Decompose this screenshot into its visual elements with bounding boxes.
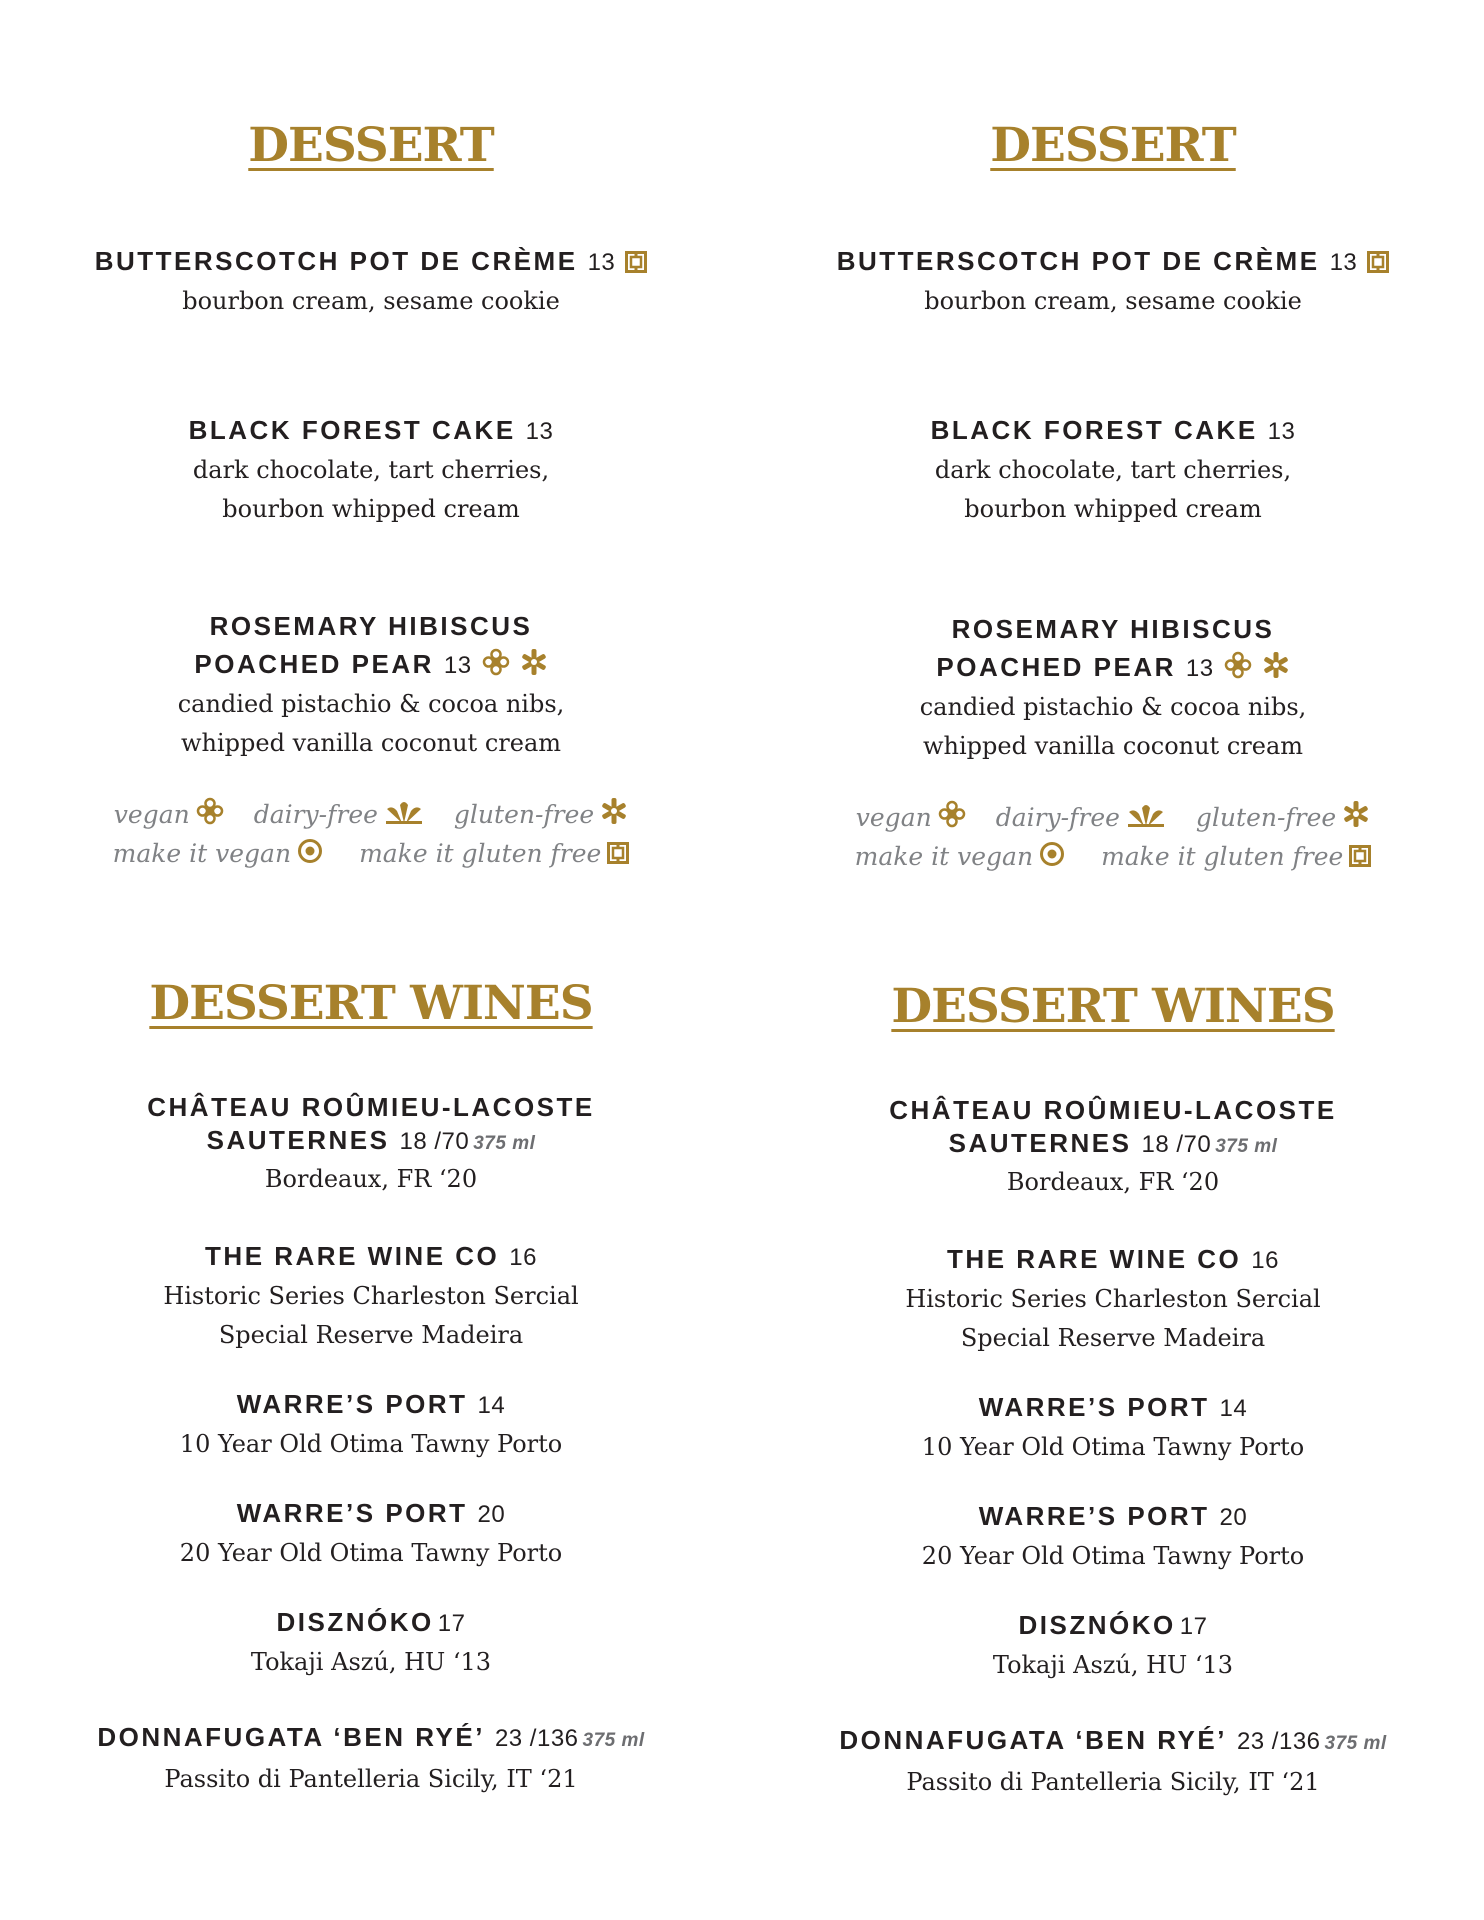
vegan-icon [196, 797, 224, 825]
wine-item-rare-wine-co [742, 1240, 1484, 1358]
vegan-icon [482, 648, 510, 676]
item-price: 14 [477, 1392, 506, 1419]
item-price: 23 /136 [494, 1725, 579, 1752]
legend-vegan-label: vegan [855, 803, 932, 832]
make-it-gluten-free-icon [607, 842, 629, 864]
item-description: whipped vanilla coconut cream [922, 732, 1304, 760]
dessert-heading: DESSERT [248, 118, 494, 173]
wine-item-rare-wine-co [0, 1237, 742, 1355]
item-price: 18 /70 [399, 1128, 470, 1155]
item-name: DONNAFUGATA ‘BEN RYÉ’ [839, 1725, 1227, 1755]
make-it-vegan-icon [297, 838, 323, 864]
wine-item-warres-port-10 [0, 1385, 742, 1464]
item-name: CHÂTEAU ROÛMIEU-LACOSTE [889, 1095, 1337, 1125]
item-description: 10 Year Old Otima Tawny Porto [921, 1433, 1305, 1461]
menu-item-poached-pear [0, 607, 742, 763]
menu-column-right [742, 0, 1484, 1920]
item-description: dark chocolate, tart cherries, [934, 456, 1292, 484]
wine-item-disznoko [742, 1606, 1484, 1685]
legend-gluten-free-label: gluten-free [453, 800, 595, 829]
wine-item-chateau-roumieu [742, 1094, 1484, 1202]
vegan-icon [938, 800, 966, 828]
legend-make-it-gluten-free-label: make it gluten free [359, 839, 602, 868]
vegan-icon [1224, 651, 1252, 679]
wine-item-disznoko [0, 1603, 742, 1682]
item-name: POACHED PEAR [194, 649, 434, 679]
dessert-heading-block [0, 118, 742, 173]
legend-gluten-free-label: gluten-free [1195, 803, 1337, 832]
item-price: 13 [587, 249, 616, 276]
item-description: 10 Year Old Otima Tawny Porto [179, 1430, 563, 1458]
wine-item-warres-port-10 [742, 1388, 1484, 1467]
item-description: candied pistachio & cocoa nibs, [919, 693, 1307, 721]
item-description: Historic Series Charleston Sercial [163, 1282, 579, 1310]
item-description: 20 Year Old Otima Tawny Porto [921, 1542, 1305, 1570]
item-name: BUTTERSCOTCH POT DE CRÈME [94, 246, 578, 276]
dessert-wines-heading-block [742, 979, 1484, 1034]
item-name: POACHED PEAR [936, 652, 1176, 682]
item-price: 16 [509, 1244, 537, 1271]
legend-make-it-vegan-label: make it vegan [854, 842, 1034, 871]
item-price: 17 [1179, 1613, 1208, 1640]
item-name: DONNAFUGATA ‘BEN RYÉ’ [97, 1722, 485, 1752]
item-volume: 375 ml [473, 1133, 536, 1154]
menu-item-butterscotch [742, 242, 1484, 321]
item-name: THE RARE WINE CO [205, 1241, 500, 1271]
dessert-wines-heading: DESSERT WINES [149, 976, 593, 1031]
item-description: bourbon whipped cream [222, 495, 520, 523]
item-description: bourbon whipped cream [964, 495, 1262, 523]
wine-item-donnafugata [0, 1718, 742, 1799]
item-description: Bordeaux, FR ‘20 [1006, 1168, 1220, 1196]
item-description: candied pistachio & cocoa nibs, [177, 690, 565, 718]
item-name: THE RARE WINE CO [947, 1244, 1242, 1274]
item-price: 20 [1219, 1504, 1248, 1531]
item-price: 23 /136 [1236, 1728, 1321, 1755]
item-name: BLACK FOREST CAKE [188, 415, 516, 445]
item-price: 13 [1329, 249, 1358, 276]
item-description: Special Reserve Madeira [960, 1324, 1266, 1352]
item-name: SAUTERNES [948, 1128, 1132, 1158]
item-price: 20 [477, 1501, 506, 1528]
item-price: 16 [1251, 1247, 1279, 1274]
wine-item-donnafugata [742, 1721, 1484, 1802]
item-description: Special Reserve Madeira [218, 1321, 524, 1349]
make-it-gluten-free-icon [1349, 845, 1371, 867]
item-name: DISZNÓKO [276, 1607, 434, 1637]
item-price: 18 /70 [1141, 1131, 1212, 1158]
dessert-heading: DESSERT [990, 118, 1236, 173]
dietary-legend [0, 795, 742, 873]
menu-item-black-forest-cake [742, 411, 1484, 529]
dessert-wines-heading-block [0, 976, 742, 1031]
gluten-free-icon [1262, 651, 1290, 679]
item-name: WARRE’S PORT [236, 1498, 468, 1528]
menu-item-black-forest-cake [0, 411, 742, 529]
dairy-free-icon [1126, 802, 1166, 828]
gluten-free-icon [600, 797, 628, 825]
item-price: 13 [525, 418, 554, 445]
item-price: 14 [1219, 1395, 1248, 1422]
legend-vegan-label: vegan [113, 800, 190, 829]
gluten-free-icon [520, 648, 548, 676]
item-name: BUTTERSCOTCH POT DE CRÈME [836, 246, 1320, 276]
item-description: Tokaji Aszú, HU ‘13 [250, 1648, 492, 1676]
item-name: ROSEMARY HIBISCUS [951, 614, 1275, 644]
item-description: Passito di Pantelleria Sicily, IT ‘21 [164, 1765, 578, 1793]
dessert-heading-block [742, 118, 1484, 173]
item-name: SAUTERNES [206, 1125, 390, 1155]
legend-make-it-vegan-label: make it vegan [112, 839, 292, 868]
legend-dairy-free-label: dairy-free [253, 800, 378, 829]
menu-item-butterscotch [0, 242, 742, 321]
item-price: 13 [1267, 418, 1296, 445]
make-it-vegan-icon [1039, 841, 1065, 867]
item-description: dark chocolate, tart cherries, [192, 456, 550, 484]
item-volume: 375 ml [1215, 1136, 1278, 1157]
item-name: DISZNÓKO [1018, 1610, 1176, 1640]
legend-make-it-gluten-free-label: make it gluten free [1101, 842, 1344, 871]
item-description: bourbon cream, sesame cookie [182, 287, 560, 315]
menu-item-poached-pear [742, 610, 1484, 766]
dietary-legend [742, 798, 1484, 876]
item-name: ROSEMARY HIBISCUS [209, 611, 533, 641]
item-description: 20 Year Old Otima Tawny Porto [179, 1539, 563, 1567]
item-description: Bordeaux, FR ‘20 [264, 1165, 478, 1193]
item-name: WARRE’S PORT [978, 1501, 1210, 1531]
item-name: WARRE’S PORT [236, 1389, 468, 1419]
item-price: 17 [437, 1610, 466, 1637]
item-name: WARRE’S PORT [978, 1392, 1210, 1422]
wine-item-chateau-roumieu [0, 1091, 742, 1199]
item-description: Passito di Pantelleria Sicily, IT ‘21 [906, 1768, 1320, 1796]
wine-item-warres-port-20 [0, 1494, 742, 1573]
wine-item-warres-port-20 [742, 1497, 1484, 1576]
item-price: 13 [1185, 655, 1214, 682]
item-name: BLACK FOREST CAKE [930, 415, 1258, 445]
item-price: 13 [443, 652, 472, 679]
make-it-gluten-free-icon [1367, 251, 1389, 273]
item-description: bourbon cream, sesame cookie [924, 287, 1302, 315]
item-volume: 375 ml [1324, 1733, 1387, 1754]
dessert-wines-heading: DESSERT WINES [891, 979, 1335, 1034]
item-description: Tokaji Aszú, HU ‘13 [992, 1651, 1234, 1679]
gluten-free-icon [1342, 800, 1370, 828]
item-name: CHÂTEAU ROÛMIEU-LACOSTE [147, 1092, 595, 1122]
item-description: whipped vanilla coconut cream [180, 729, 562, 757]
make-it-gluten-free-icon [625, 251, 647, 273]
item-volume: 375 ml [582, 1730, 645, 1751]
legend-dairy-free-label: dairy-free [995, 803, 1120, 832]
dairy-free-icon [384, 799, 424, 825]
item-description: Historic Series Charleston Sercial [905, 1285, 1321, 1313]
